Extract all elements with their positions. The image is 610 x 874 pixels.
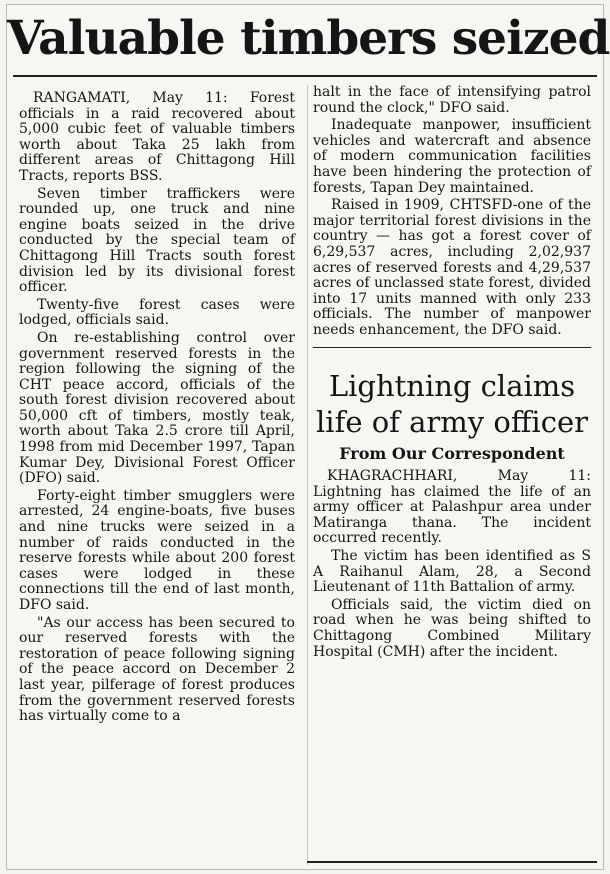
article-column-2 (313, 85, 591, 662)
newspaper-clipping (6, 4, 610, 870)
headline: Valuable timbers seized (7, 11, 610, 66)
paragraph: The victim has been identified as S A Raihanul Alam, 28, a Second Lieutenant of 11th Battalion of army. (313, 548, 591, 596)
bottom-rule (307, 861, 597, 863)
headline-rule (13, 75, 597, 77)
second-headline: Lightning claims life of army officer (316, 368, 588, 439)
paragraph: KHAGRACHHARI, May 11: Lightning has claimed the life of an army officer at Palashpur area under Matiranga thana. The incident occurred recently. (313, 468, 591, 547)
paragraph: RANGAMATI, May 11: Forest officials in a raid recovered about 5,000 cubic feet of valuable timbers worth about Taka 25 lakh from different areas of Chittagong Hill Tracts, reports BSS. (19, 90, 295, 184)
paragraph: Seven timber traffickers were rounded up, one truck and nine engine boats seized in the drive conducted by the special team of Chittagong Hill Tracts south forest division led by its divisional forest officer. (19, 185, 295, 296)
paragraph: halt in the face of intensifying patrol round the clock," DFO said. (313, 84, 591, 116)
paragraph: Forty-eight timber smugglers were arrested, 24 engine-boats, five buses and nine trucks were seized in a number of raids conducted in the reserve forests while about 200 forest cases were lodged in these connections till the end of last month, DFO said. (19, 487, 295, 613)
paragraph: Raised in 1909, CHTSFD-one of the major territorial forest divisions in the country — has got a forest cover of 6,29,537 acres, including 2,02,937 acres of reserved forests and 4,29,537 acres of unclassed state forest, divided into 17 units manned with only 233 officials. The number of manpower needs enhancement, the DFO said. (313, 197, 591, 338)
paragraph: Twenty-five forest cases were lodged, officials said. (19, 296, 295, 329)
paragraph: Inadequate manpower, insufficient vehicles and watercraft and absence of modern communication facilities have been hindering the protection of forests, Tapan Dey maintained. (313, 117, 591, 196)
paragraph: On re-establishing control over government reserved forests in the region following the signing of the CHT peace accord, officials of the south forest division recovered about 50,000 cft of timbers, mostly teak, worth about Taka 2.5 crore till April, 1998 from mid December 1997, Tapan Kumar Dey, Divisional Forest Officer (DFO) said. (19, 329, 295, 487)
article-column-1 (19, 91, 295, 727)
byline: From Our Correspondent (339, 443, 565, 463)
article-separator (313, 347, 591, 348)
column-divider (307, 85, 308, 865)
paragraph: "As our access has been secured to our reserved forests with the restoration of peace following signing of the peace accord on December 2 last year, pilferage of forest produces from the government reserved forests has virtually come to a (19, 614, 295, 725)
paragraph: Officials said, the victim died on road when he was being shifted to Chittagong Combined Military Hospital (CMH) after the incident. (313, 596, 591, 660)
